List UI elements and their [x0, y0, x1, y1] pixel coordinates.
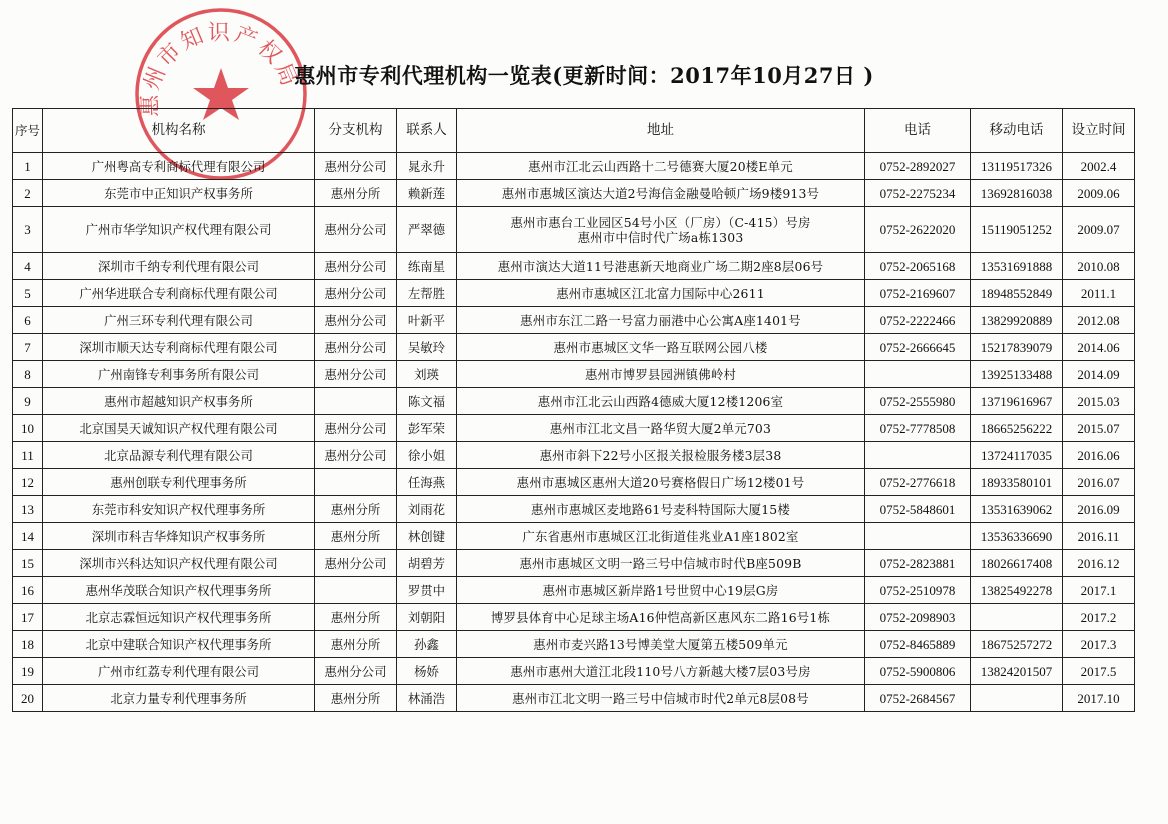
table-row — [13, 550, 1135, 577]
cell-phone: 0752-2065168 — [865, 253, 971, 280]
cell-mobile: 13531691888 — [971, 253, 1063, 280]
cell-phone: 0752-5848601 — [865, 496, 971, 523]
cell-date: 2016.11 — [1063, 523, 1135, 550]
cell-phone — [865, 361, 971, 388]
cell-name: 惠州创联专利代理事务所 — [43, 469, 315, 496]
table-row — [13, 685, 1135, 712]
cell-branch: 惠州分所 — [315, 631, 397, 658]
cell-mobile: 13824201507 — [971, 658, 1063, 685]
cell-name: 惠州市超越知识产权事务所 — [43, 388, 315, 415]
cell-address — [457, 180, 865, 207]
table-row — [13, 334, 1135, 361]
cell-name: 北京国昊天诚知识产权代理有限公司 — [43, 415, 315, 442]
cell-date: 2015.03 — [1063, 388, 1135, 415]
table-row — [13, 280, 1135, 307]
cell-phone: 0752-7778508 — [865, 415, 971, 442]
cell-address — [457, 153, 865, 180]
header-no: 序号 — [13, 109, 43, 153]
table-row — [13, 442, 1135, 469]
cell-branch: 惠州分公司 — [315, 361, 397, 388]
cell-address — [457, 415, 865, 442]
cell-contact: 杨娇 — [397, 658, 457, 685]
table-row — [13, 415, 1135, 442]
address-line: 惠州市麦兴路13号博美堂大厦第五楼509单元 — [533, 636, 788, 652]
address-line: 惠州市惠城区江北富力国际中心2611 — [556, 285, 765, 301]
cell-mobile: 15217839079 — [971, 334, 1063, 361]
header-name: 机构名称 — [43, 109, 315, 153]
cell-mobile: 13719616967 — [971, 388, 1063, 415]
cell-contact: 赖新莲 — [397, 180, 457, 207]
cell-branch — [315, 469, 397, 496]
address-line: 惠州市惠城区文明一路三号中信城市时代B座509B — [519, 555, 802, 571]
cell-name: 东莞市中正知识产权事务所 — [43, 180, 315, 207]
cell-contact: 晁永升 — [397, 153, 457, 180]
cell-date: 2016.12 — [1063, 550, 1135, 577]
cell-name: 深圳市科吉华烽知识产权事务所 — [43, 523, 315, 550]
cell-date: 2002.4 — [1063, 153, 1135, 180]
cell-branch: 惠州分公司 — [315, 307, 397, 334]
cell-branch: 惠州分公司 — [315, 334, 397, 361]
cell-no: 19 — [13, 658, 43, 685]
table-row — [13, 658, 1135, 685]
cell-contact: 刘雨花 — [397, 496, 457, 523]
cell-name: 广州粤高专利商标代理有限公司 — [43, 153, 315, 180]
cell-mobile: 13536336690 — [971, 523, 1063, 550]
cell-branch — [315, 577, 397, 604]
address-line: 惠州市江北文明一路三号中信城市时代2单元8层08号 — [512, 690, 809, 706]
cell-branch: 惠州分所 — [315, 496, 397, 523]
cell-branch: 惠州分公司 — [315, 280, 397, 307]
cell-name: 深圳市兴科达知识产权代理有限公司 — [43, 550, 315, 577]
cell-branch: 惠州分公司 — [315, 153, 397, 180]
table-row — [13, 153, 1135, 180]
cell-mobile: 15119051252 — [971, 207, 1063, 253]
cell-mobile: 13692816038 — [971, 180, 1063, 207]
cell-name: 广州华进联合专利商标代理有限公司 — [43, 280, 315, 307]
cell-contact: 左帮胜 — [397, 280, 457, 307]
cell-branch: 惠州分公司 — [315, 658, 397, 685]
table-row — [13, 604, 1135, 631]
table-row — [13, 307, 1135, 334]
cell-branch: 惠州分公司 — [315, 207, 397, 253]
address-line: 惠州市惠城区文华一路互联网公园八楼 — [553, 339, 768, 355]
header-phone: 电话 — [865, 109, 971, 153]
table-row — [13, 523, 1135, 550]
cell-contact: 刘瑛 — [397, 361, 457, 388]
cell-no: 4 — [13, 253, 43, 280]
address-line: 惠州市东江二路一号富力丽港中心公寓A座1401号 — [520, 312, 801, 328]
cell-branch — [315, 388, 397, 415]
table-row — [13, 469, 1135, 496]
address-line: 博罗县体育中心足球主场A16仲恺高新区惠风东二路16号1栋 — [490, 609, 831, 625]
cell-contact: 任海燕 — [397, 469, 457, 496]
cell-date: 2017.5 — [1063, 658, 1135, 685]
cell-name: 北京中建联合知识产权代理事务所 — [43, 631, 315, 658]
cell-branch: 惠州分公司 — [315, 253, 397, 280]
cell-branch: 惠州分所 — [315, 180, 397, 207]
table-row — [13, 496, 1135, 523]
table-row — [13, 253, 1135, 280]
cell-contact: 林涌浩 — [397, 685, 457, 712]
page-title: 惠州市专利代理机构一览表(更新时间：2017年10月27日 ) — [294, 63, 874, 88]
cell-mobile — [971, 685, 1063, 712]
cell-no: 2 — [13, 180, 43, 207]
cell-contact: 叶新平 — [397, 307, 457, 334]
cell-address — [457, 469, 865, 496]
address-line: 惠州市惠州大道江北段110号八方新越大楼7层03号房 — [510, 663, 811, 679]
cell-phone: 0752-2169607 — [865, 280, 971, 307]
cell-address — [457, 658, 865, 685]
cell-address — [457, 334, 865, 361]
cell-mobile: 13825492278 — [971, 577, 1063, 604]
cell-name: 深圳市顺天达专利商标代理有限公司 — [43, 334, 315, 361]
cell-date: 2011.1 — [1063, 280, 1135, 307]
cell-contact: 徐小姐 — [397, 442, 457, 469]
cell-branch: 惠州分公司 — [315, 550, 397, 577]
cell-phone: 0752-5900806 — [865, 658, 971, 685]
cell-name: 广州市红荔专利代理有限公司 — [43, 658, 315, 685]
cell-name: 北京志霖恒远知识产权代理事务所 — [43, 604, 315, 631]
cell-date: 2017.3 — [1063, 631, 1135, 658]
cell-address — [457, 550, 865, 577]
address-line: 广东省惠州市惠城区江北街道佳兆业A1座1802室 — [522, 528, 799, 544]
cell-phone: 0752-2684567 — [865, 685, 971, 712]
address-line-2: 惠州市中信时代广场a栋1303 — [577, 229, 744, 245]
cell-no: 9 — [13, 388, 43, 415]
table-row — [13, 207, 1135, 253]
cell-no: 16 — [13, 577, 43, 604]
cell-address — [457, 307, 865, 334]
cell-contact: 严翠德 — [397, 207, 457, 253]
cell-address — [457, 280, 865, 307]
cell-branch: 惠州分公司 — [315, 442, 397, 469]
cell-date: 2014.09 — [1063, 361, 1135, 388]
table-body — [13, 153, 1135, 712]
cell-date: 2017.1 — [1063, 577, 1135, 604]
cell-phone: 0752-2510978 — [865, 577, 971, 604]
cell-mobile: 18933580101 — [971, 469, 1063, 496]
cell-address — [457, 361, 865, 388]
cell-no: 14 — [13, 523, 43, 550]
cell-date: 2010.08 — [1063, 253, 1135, 280]
cell-address — [457, 207, 865, 253]
cell-date: 2012.08 — [1063, 307, 1135, 334]
cell-address — [457, 523, 865, 550]
cell-contact: 彭军荣 — [397, 415, 457, 442]
cell-date: 2009.07 — [1063, 207, 1135, 253]
cell-contact: 吴敏玲 — [397, 334, 457, 361]
cell-date: 2015.07 — [1063, 415, 1135, 442]
table-row — [13, 631, 1135, 658]
cell-no: 5 — [13, 280, 43, 307]
cell-address — [457, 253, 865, 280]
cell-date: 2016.06 — [1063, 442, 1135, 469]
cell-no: 6 — [13, 307, 43, 334]
cell-mobile: 13925133488 — [971, 361, 1063, 388]
cell-no: 7 — [13, 334, 43, 361]
cell-no: 3 — [13, 207, 43, 253]
cell-phone: 0752-2098903 — [865, 604, 971, 631]
address-line: 惠州市惠台工业园区54号小区（厂房）（C-415）号房 — [510, 214, 811, 230]
cell-no: 17 — [13, 604, 43, 631]
address-line: 惠州市博罗县园洲镇佛岭村 — [584, 366, 737, 382]
cell-no: 8 — [13, 361, 43, 388]
address-line: 惠州市江北文昌一路华贸大厦2单元703 — [549, 420, 772, 436]
cell-contact: 练南星 — [397, 253, 457, 280]
cell-phone: 0752-8465889 — [865, 631, 971, 658]
cell-contact: 刘朝阳 — [397, 604, 457, 631]
cell-name: 深圳市千纳专利代理有限公司 — [43, 253, 315, 280]
address-line: 惠州市江北云山西路4德威大厦12楼1206室 — [537, 393, 784, 409]
address-line: 惠州市斜下22号小区报关报检服务楼3层38 — [539, 447, 782, 463]
cell-name: 东莞市科安知识产权代理事务所 — [43, 496, 315, 523]
cell-date: 2009.06 — [1063, 180, 1135, 207]
address-line: 惠州市惠城区新岸路1号世贸中心19层G房 — [542, 582, 779, 598]
table-row — [13, 388, 1135, 415]
cell-branch: 惠州分所 — [315, 523, 397, 550]
header-date: 设立时间 — [1063, 109, 1135, 153]
cell-phone: 0752-2666645 — [865, 334, 971, 361]
cell-date: 2017.2 — [1063, 604, 1135, 631]
cell-date: 2016.09 — [1063, 496, 1135, 523]
cell-no: 15 — [13, 550, 43, 577]
table-row — [13, 361, 1135, 388]
cell-no: 12 — [13, 469, 43, 496]
cell-no: 18 — [13, 631, 43, 658]
cell-address — [457, 631, 865, 658]
cell-contact: 胡碧芳 — [397, 550, 457, 577]
cell-contact: 陈文福 — [397, 388, 457, 415]
cell-date: 2014.06 — [1063, 334, 1135, 361]
cell-address — [457, 388, 865, 415]
cell-no: 20 — [13, 685, 43, 712]
table-row — [13, 180, 1135, 207]
address-line: 惠州市演达大道11号港惠新天地商业广场二期2座8层06号 — [497, 258, 824, 274]
cell-branch: 惠州分所 — [315, 604, 397, 631]
cell-mobile: 18665256222 — [971, 415, 1063, 442]
cell-name: 北京品源专利代理有限公司 — [43, 442, 315, 469]
cell-phone — [865, 442, 971, 469]
cell-phone: 0752-2222466 — [865, 307, 971, 334]
header-address: 地址 — [457, 109, 865, 153]
cell-no: 13 — [13, 496, 43, 523]
cell-mobile: 13119517326 — [971, 153, 1063, 180]
cell-address — [457, 496, 865, 523]
cell-no: 10 — [13, 415, 43, 442]
cell-address — [457, 577, 865, 604]
cell-name: 广州南锋专利事务所有限公司 — [43, 361, 315, 388]
cell-phone: 0752-2275234 — [865, 180, 971, 207]
agency-table — [12, 108, 1135, 712]
cell-date: 2016.07 — [1063, 469, 1135, 496]
cell-contact: 林创键 — [397, 523, 457, 550]
cell-name: 广州市华学知识产权代理有限公司 — [43, 207, 315, 253]
address-line: 惠州市惠城区演达大道2号海信金融曼哈顿广场9楼913号 — [501, 185, 820, 201]
header-contact: 联系人 — [397, 109, 457, 153]
cell-name: 广州三环专利代理有限公司 — [43, 307, 315, 334]
cell-mobile — [971, 604, 1063, 631]
address-line: 惠州市惠城区麦地路61号麦科特国际大厦15楼 — [531, 501, 790, 517]
cell-name: 北京力量专利代理事务所 — [43, 685, 315, 712]
header-branch: 分支机构 — [315, 109, 397, 153]
cell-contact: 孙鑫 — [397, 631, 457, 658]
cell-address — [457, 604, 865, 631]
address-line: 惠州市江北云山西路十二号德赛大厦20楼E单元 — [528, 158, 793, 174]
address-line: 惠州市惠城区惠州大道20号赛格假日广场12楼01号 — [516, 474, 805, 490]
cell-mobile: 18948552849 — [971, 280, 1063, 307]
cell-address — [457, 685, 865, 712]
cell-mobile: 18026617408 — [971, 550, 1063, 577]
table-header-row — [13, 109, 1135, 153]
cell-phone: 0752-2622020 — [865, 207, 971, 253]
cell-date: 2017.10 — [1063, 685, 1135, 712]
cell-phone — [865, 523, 971, 550]
table-row — [13, 577, 1135, 604]
cell-phone: 0752-2892027 — [865, 153, 971, 180]
cell-phone: 0752-2776618 — [865, 469, 971, 496]
cell-address — [457, 442, 865, 469]
cell-no: 1 — [13, 153, 43, 180]
svg-text:惠州市知识产权局: 惠州市知识产权局 — [137, 20, 303, 117]
cell-mobile: 13531639062 — [971, 496, 1063, 523]
cell-mobile: 13829920889 — [971, 307, 1063, 334]
cell-branch: 惠州分所 — [315, 685, 397, 712]
cell-branch: 惠州分公司 — [315, 415, 397, 442]
cell-mobile: 18675257272 — [971, 631, 1063, 658]
cell-phone: 0752-2555980 — [865, 388, 971, 415]
cell-no: 11 — [13, 442, 43, 469]
cell-phone: 0752-2823881 — [865, 550, 971, 577]
header-mobile: 移动电话 — [971, 109, 1063, 153]
cell-name: 惠州华茂联合知识产权代理事务所 — [43, 577, 315, 604]
cell-contact: 罗贯中 — [397, 577, 457, 604]
cell-mobile: 13724117035 — [971, 442, 1063, 469]
